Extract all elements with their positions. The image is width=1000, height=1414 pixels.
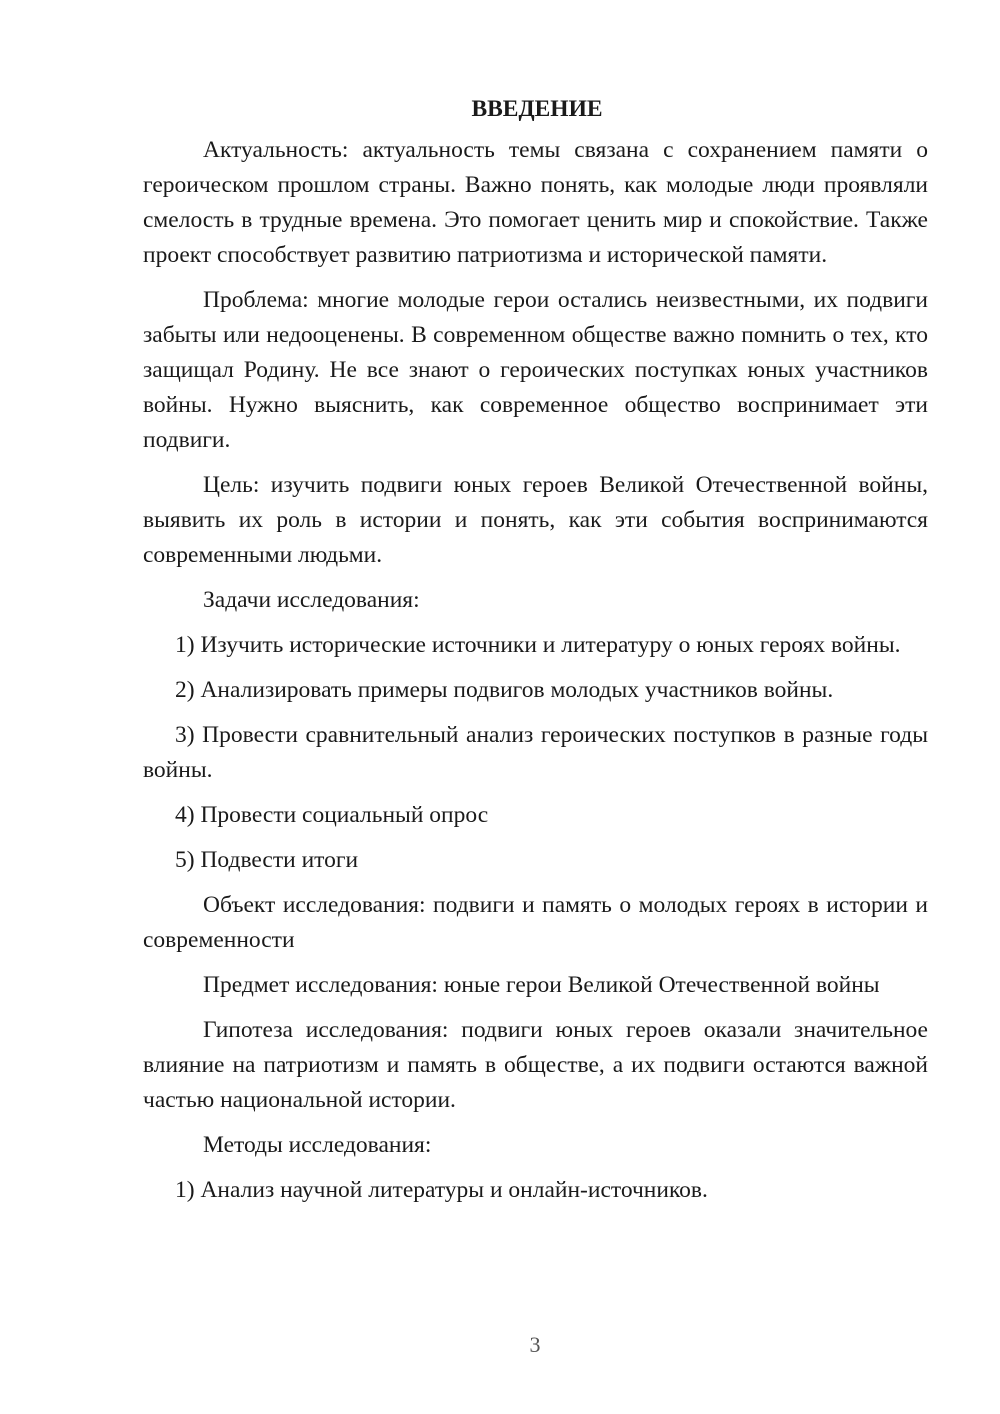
list-item: 5) Подвести итоги [175, 847, 359, 873]
list-item: 2) Анализировать примеры подвигов молодых участников войны. [175, 677, 834, 703]
list-item: 4) Провести социальный опрос [175, 802, 489, 828]
methods-list [143, 1173, 928, 1208]
section-title: ВВЕДЕНИЕ [471, 96, 603, 122]
paragraph-relevance: Актуальность: актуальность темы связана с сохранением памяти о героическом прошлом страны. Важно понять, как молодые люди проявляли смелость в трудные времена. Это помогает ценить мир и спокойствие. Также проект способствует развитию патриотизма и исторической памяти. [143, 137, 928, 268]
tasks-list [143, 628, 928, 878]
tasks-heading: Задачи исследования: [203, 587, 420, 613]
paragraph-object: Объект исследования: подвиги и память о молодых героях в истории и современности [143, 892, 928, 953]
list-item: 1) Изучить исторические источники и литературу о юных героях войны. [175, 632, 901, 658]
paragraph-problem: Проблема: многие молодые герои остались неизвестными, их подвиги забыты или недооценены. В современном обществе важно помнить о тех, кто защищал Родину. Не все знают о героических поступках юных участников войны. Нужно выяснить, как современное общество воспринимает эти подвиги. [143, 287, 928, 453]
list-item: 1) Анализ научной литературы и онлайн-источников. [175, 1177, 708, 1203]
methods-heading: Методы исследования: [203, 1132, 432, 1158]
paragraph-hypothesis: Гипотеза исследования: подвиги юных героев оказали значительное влияние на патриотизм и память в обществе, а их подвиги остаются важной частью национальной истории. [143, 1017, 928, 1113]
list-item: 3) Провести сравнительный анализ героических поступков в разные годы войны. [143, 722, 928, 783]
page-number: 3 [529, 1332, 541, 1357]
page-content [143, 92, 928, 1218]
paragraph-goal: Цель: изучить подвиги юных героев Великой Отечественной войны, выявить их роль в истории и понять, как эти события воспринимаются современными людьми. [143, 472, 928, 568]
paragraph-subject: Предмет исследования: юные герои Великой Отечественной войны [203, 972, 880, 998]
